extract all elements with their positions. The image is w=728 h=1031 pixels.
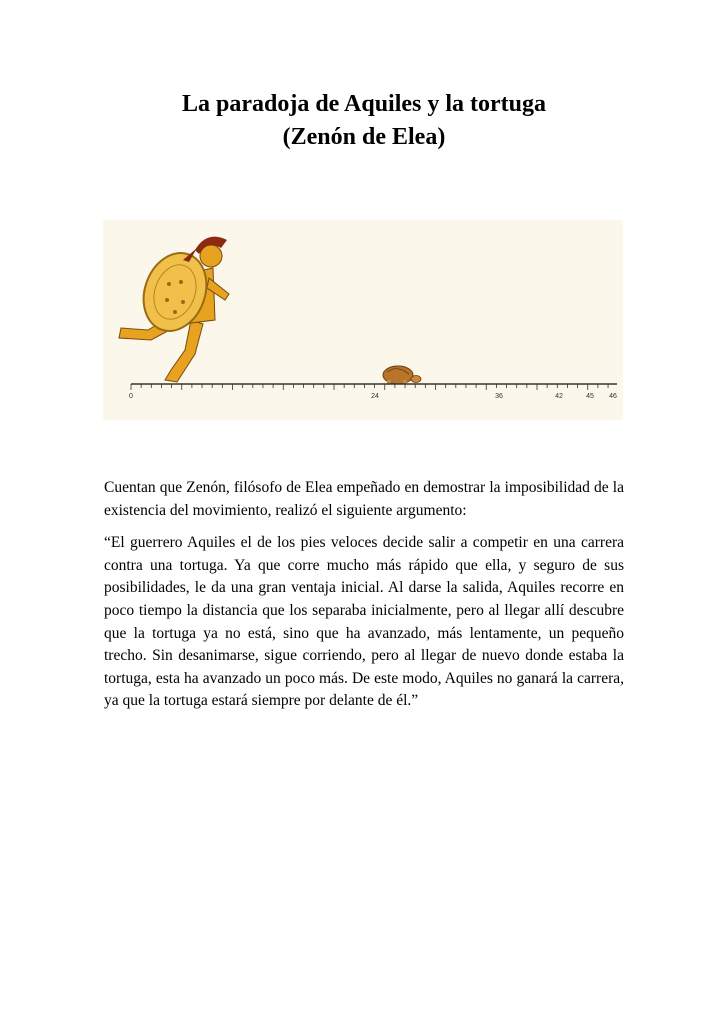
axis-label-0: 0: [129, 393, 133, 400]
illustration-svg: [103, 220, 623, 420]
title-line-2: (Zenón de Elea): [282, 124, 446, 150]
paragraph-quote: “El guerrero Aquiles el de los pies veloces decide salir a competir en una carrera contra una tortuga. Ya que corre mucho más rápido que ella, y seguro de sus posibilidades, le da una gran ventaja inicial. Al darse la salida, Aquiles recorre en poco tiempo la distancia que los separaba inicialmente, pero al llegar allí descubre que la tortuga ya no está, sino que ha avanzado, más lentamente, un pequeño trecho. Sin desanimarse, sigue corriendo, pero al llegar de nuevo donde estaba la tortuga, esta ha avanzado un poco más. De este modo, Aquiles no ganará la carrera, ya que la tortuga estará siempre por delante de él.”: [104, 534, 624, 710]
document-title: [0, 88, 728, 154]
tortoise-figure: [383, 366, 421, 384]
body-text: [104, 477, 624, 723]
axis-label-46: 46: [609, 393, 617, 400]
axis-label-24: 24: [371, 393, 379, 400]
paragraph-intro: Cuentan que Zenón, filósofo de Elea empeñado en demostrar la imposibilidad de la existencia del movimiento, realizó el siguiente argumento:: [104, 479, 624, 519]
achilles-figure: [119, 237, 229, 382]
axis-label-36: 36: [495, 393, 503, 400]
axis-ticks: [131, 384, 608, 390]
axis-label-45: 45: [586, 393, 594, 400]
achilles-tortoise-illustration: [103, 220, 623, 420]
axis-label-42: 42: [555, 393, 563, 400]
title-line-1: La paradoja de Aquiles y la tortuga: [181, 91, 547, 117]
